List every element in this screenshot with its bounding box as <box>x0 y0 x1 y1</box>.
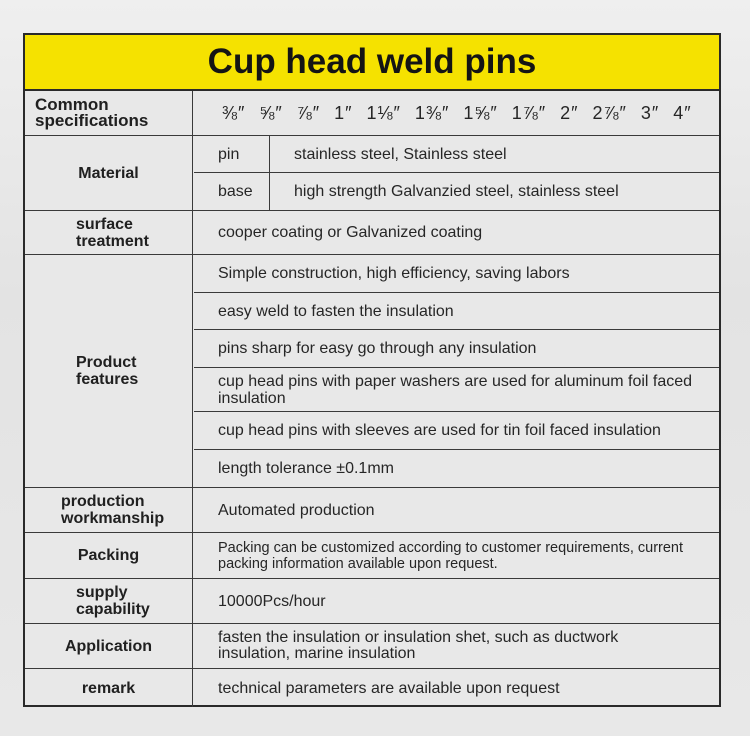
label-specifications: Common specifications <box>25 91 193 135</box>
label-packing: Packing <box>25 533 193 578</box>
value-packing: Packing can be customized according to customer requirements, current packing information available upon request. <box>218 539 684 572</box>
row-workmanship <box>25 488 719 533</box>
row-features <box>25 255 719 488</box>
spec-table <box>23 33 721 707</box>
material-base-label: base <box>194 173 270 210</box>
value-remark: technical parameters are available upon request <box>218 679 560 697</box>
label-features: Product features <box>25 255 193 487</box>
value-specifications: ⅜″ ⅝″ ⅞″ 1″ 1⅛″ 1⅜″ 1⅝″ 1⅞″ 2″ 2⅞″ 3″ 4″ <box>222 102 692 123</box>
label-workmanship: production workmanship <box>25 488 193 532</box>
row-remark <box>25 669 719 707</box>
row-packing <box>25 533 719 579</box>
material-base <box>194 173 719 210</box>
feature-item: Simple construction, high efficiency, saving labors <box>194 255 719 293</box>
value-application: fasten the insulation or insulation shet, such as ductwork insulation, marine insulation <box>218 629 619 662</box>
material-pin <box>194 136 719 173</box>
value-workmanship: Automated production <box>218 501 375 519</box>
label-remark: remark <box>25 669 193 707</box>
page-title: Cup head weld pins <box>25 35 719 91</box>
label-supply: supply capability <box>25 579 193 623</box>
material-pin-label: pin <box>194 136 270 172</box>
feature-item: cup head pins with paper washers are used for aluminum foil faced insulation <box>194 368 719 412</box>
feature-item: pins sharp for easy go through any insulation <box>194 330 719 368</box>
value-supply: 10000Pcs/hour <box>218 592 326 610</box>
feature-item: easy weld to fasten the insulation <box>194 293 719 330</box>
label-material: Material <box>25 136 193 210</box>
feature-item: length tolerance ±0.1mm <box>218 460 394 477</box>
row-supply <box>25 579 719 624</box>
row-material <box>25 136 719 211</box>
value-surface: cooper coating or Galvanized coating <box>218 224 483 241</box>
row-specifications <box>25 91 719 136</box>
material-pin-value: stainless steel, Stainless steel <box>294 145 507 163</box>
row-surface <box>25 211 719 255</box>
label-surface: surface treatment <box>25 211 193 254</box>
material-base-value: high strength Galvanzied steel, stainless steel <box>294 183 619 200</box>
row-application <box>25 624 719 669</box>
feature-item: cup head pins with sleeves are used for tin foil faced insulation <box>194 412 719 450</box>
label-application: Application <box>25 624 193 668</box>
